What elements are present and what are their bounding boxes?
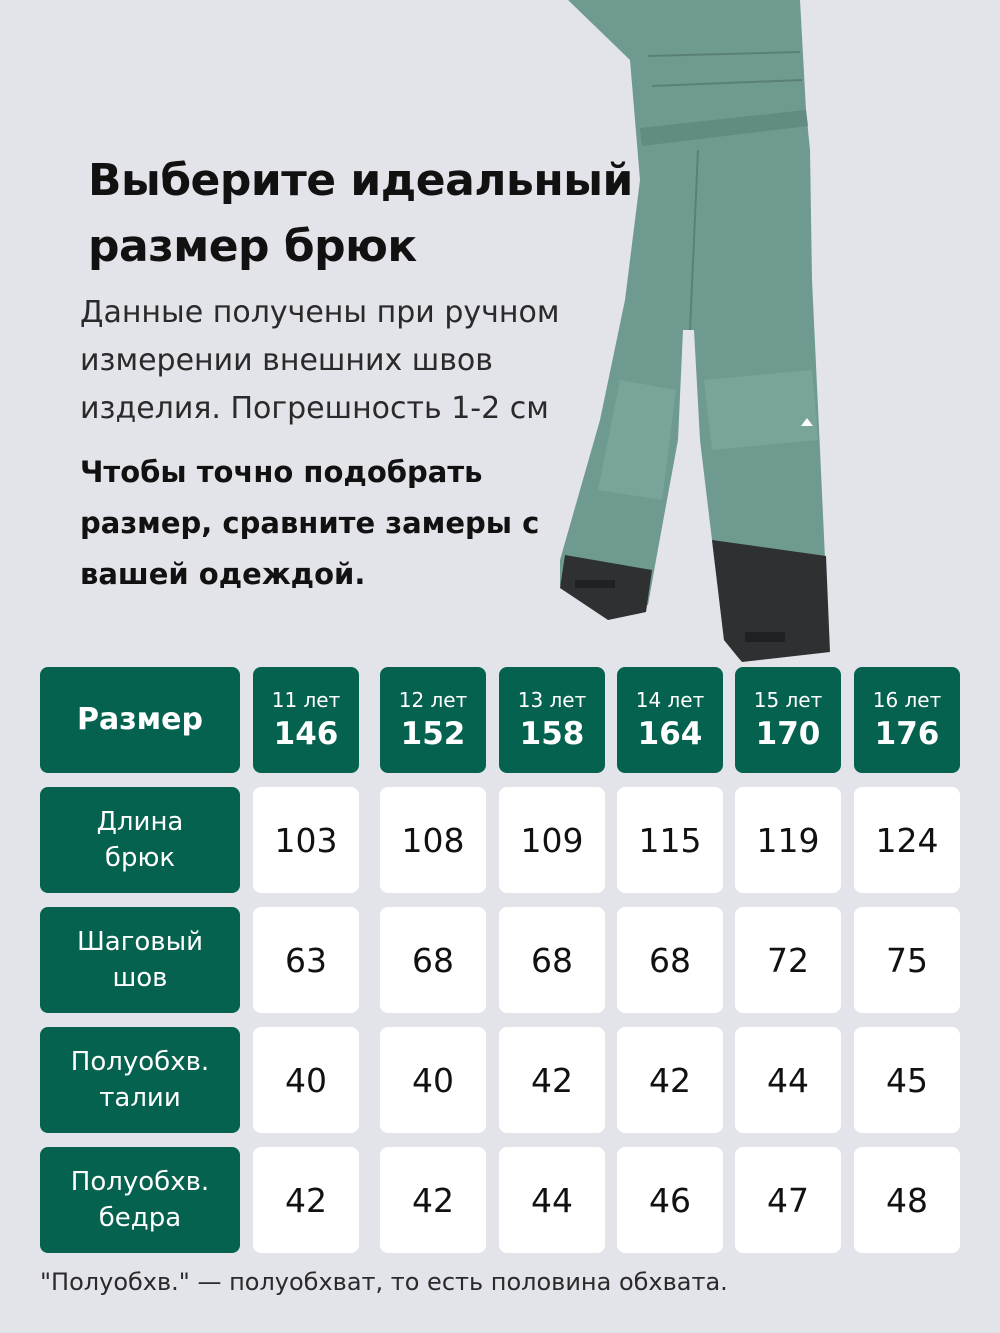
table-cell: 45 [854,1027,960,1133]
table-cell: 103 [253,787,359,893]
size-age: 11 лет [271,688,341,712]
size-height: 152 [400,716,466,752]
row-label: Полуобхв. бедра [40,1147,240,1253]
row-label: Длина брюк [40,787,240,893]
size-age: 14 лет [635,688,705,712]
size-height: 176 [874,716,940,752]
size-height: 146 [273,716,339,752]
table-row [40,1147,960,1253]
table-cell: 119 [735,787,841,893]
size-height: 170 [755,716,821,752]
size-age: 13 лет [517,688,587,712]
size-height: 158 [519,716,585,752]
table-cell: 68 [380,907,486,1013]
table-cell: 40 [253,1027,359,1133]
page-title: Выберите идеальный размер брюк [88,155,633,272]
size-age: 16 лет [872,688,942,712]
table-cell: 115 [617,787,723,893]
table-cell: 109 [499,787,605,893]
size-height: 164 [637,716,703,752]
table-cell: 108 [380,787,486,893]
table-cell: 68 [617,907,723,1013]
table-cell: 68 [499,907,605,1013]
size-header-label: Размер [40,667,240,773]
table-cell: 48 [854,1147,960,1253]
table-cell: 63 [253,907,359,1013]
size-column-header [380,667,486,773]
table-cell: 44 [499,1147,605,1253]
row-label: Шаговый шов [40,907,240,1013]
size-column-header [735,667,841,773]
table-cell: 47 [735,1147,841,1253]
table-header-row [40,667,960,773]
table-cell: 72 [735,907,841,1013]
table-cell: 124 [854,787,960,893]
fit-advice-note: Чтобы точно подобрать размер, сравните замеры с вашей одеждой. [80,455,540,591]
table-cell: 46 [617,1147,723,1253]
footnote: "Полуобхв." — полуобхват, то есть половина обхвата. [40,1268,728,1296]
table-cell: 75 [854,907,960,1013]
size-column-header [253,667,359,773]
table-cell: 42 [380,1147,486,1253]
table-cell: 42 [617,1027,723,1133]
table-row [40,907,960,1013]
table-row [40,1027,960,1133]
size-column-header [854,667,960,773]
size-age: 15 лет [753,688,823,712]
table-cell: 42 [499,1027,605,1133]
table-cell: 42 [253,1147,359,1253]
table-row [40,787,960,893]
size-age: 12 лет [398,688,468,712]
table-cell: 44 [735,1027,841,1133]
row-label: Полуобхв. талии [40,1027,240,1133]
table-cell: 40 [380,1027,486,1133]
measurement-description: Данные получены при ручном измерении внешних швов изделия. Погрешность 1-2 см [80,295,560,426]
size-column-header [499,667,605,773]
size-column-header [617,667,723,773]
